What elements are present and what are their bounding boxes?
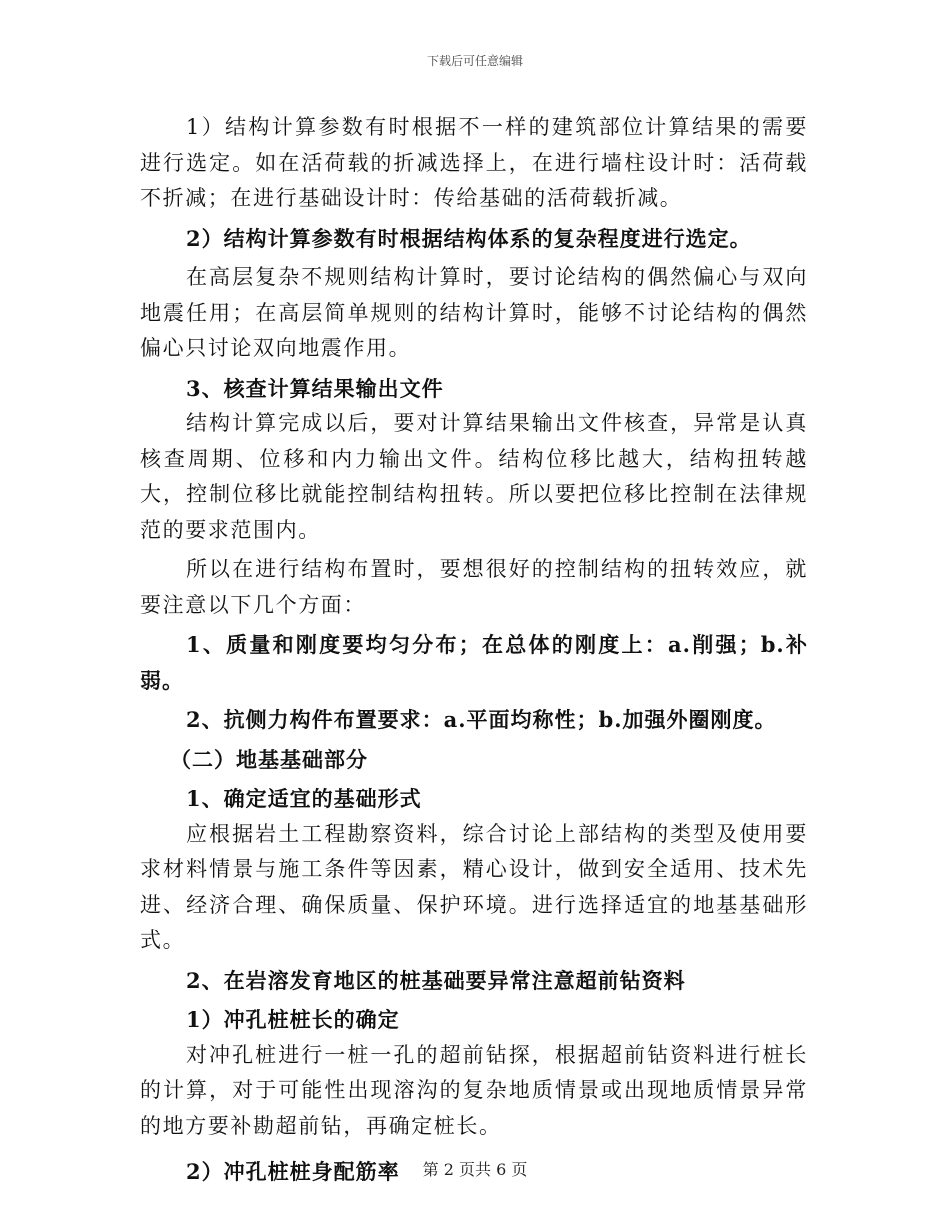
paragraph: 应根据岩土工程勘察资料，综合讨论上部结构的类型及使用要求材料情景与施工条件等因素，精心设计，做到安全适用、技术先进、经济合理、确保质量、保护环境。进行选择适宜的地基基础形式。: [140, 821, 808, 952]
paragraph: 1）结构计算参数有时根据不一样的建筑部位计算结果的需要进行选定。如在活荷载的折减选择上，在进行墙柱设计时：活荷载不折减；在进行基础设计时：传给基础的活荷载折减。: [140, 115, 808, 210]
page-header: 下载后可任意编辑: [426, 54, 523, 68]
section-heading: （二）地基基础部分: [170, 746, 368, 772]
list-item: 2、抗侧力构件布置要求：a.平面均称性；b.加强外圈刚度。: [186, 707, 777, 732]
section-heading: 2）冲孔桩桩身配筋率: [186, 1159, 400, 1184]
section-heading: 1）冲孔桩桩长的确定: [186, 1007, 400, 1032]
section-heading: 1、确定适宜的基础形式: [186, 786, 422, 811]
paragraph: 在高层复杂不规则结构计算时，要讨论结构的偶然偏心与双向地震任用；在高层简单规则的结构计算时，能够不讨论结构的偶然偏心只讨论双向地震作用。: [140, 265, 808, 360]
list-item: 1、质量和刚度要均匀分布；在总体的刚度上：a.削强；b.补弱。: [140, 632, 808, 693]
section-heading: 3、核查计算结果输出文件: [186, 375, 444, 401]
paragraph: 对冲孔桩进行一桩一孔的超前钻探，根据超前钻资料进行桩长的计算，对于可能性出现溶沟的复杂地质情景或出现地质情景异常的地方要补勘超前钻，再确定桩长。: [140, 1042, 808, 1138]
paragraph: 结构计算完成以后，要对计算结果输出文件核查，异常是认真核查周期、位移和内力输出文件。结构位移比越大，结构扭转越大，控制位移比就能控制结构扭转。所以要把位移比控制在法律规范的要求范围内。: [140, 411, 808, 542]
paragraph: 所以在进行结构布置时，要想很好的控制结构的扭转效应，就要注意以下几个方面：: [140, 557, 808, 617]
section-heading: 2）结构计算参数有时根据结构体系的复杂程度进行选定。: [186, 225, 752, 251]
section-heading: 2、在岩溶发育地区的桩基础要异常注意超前钻资料: [186, 967, 686, 993]
page-footer: 第 2 页共 6 页: [422, 1160, 528, 1179]
document-body: [140, 110, 808, 1190]
